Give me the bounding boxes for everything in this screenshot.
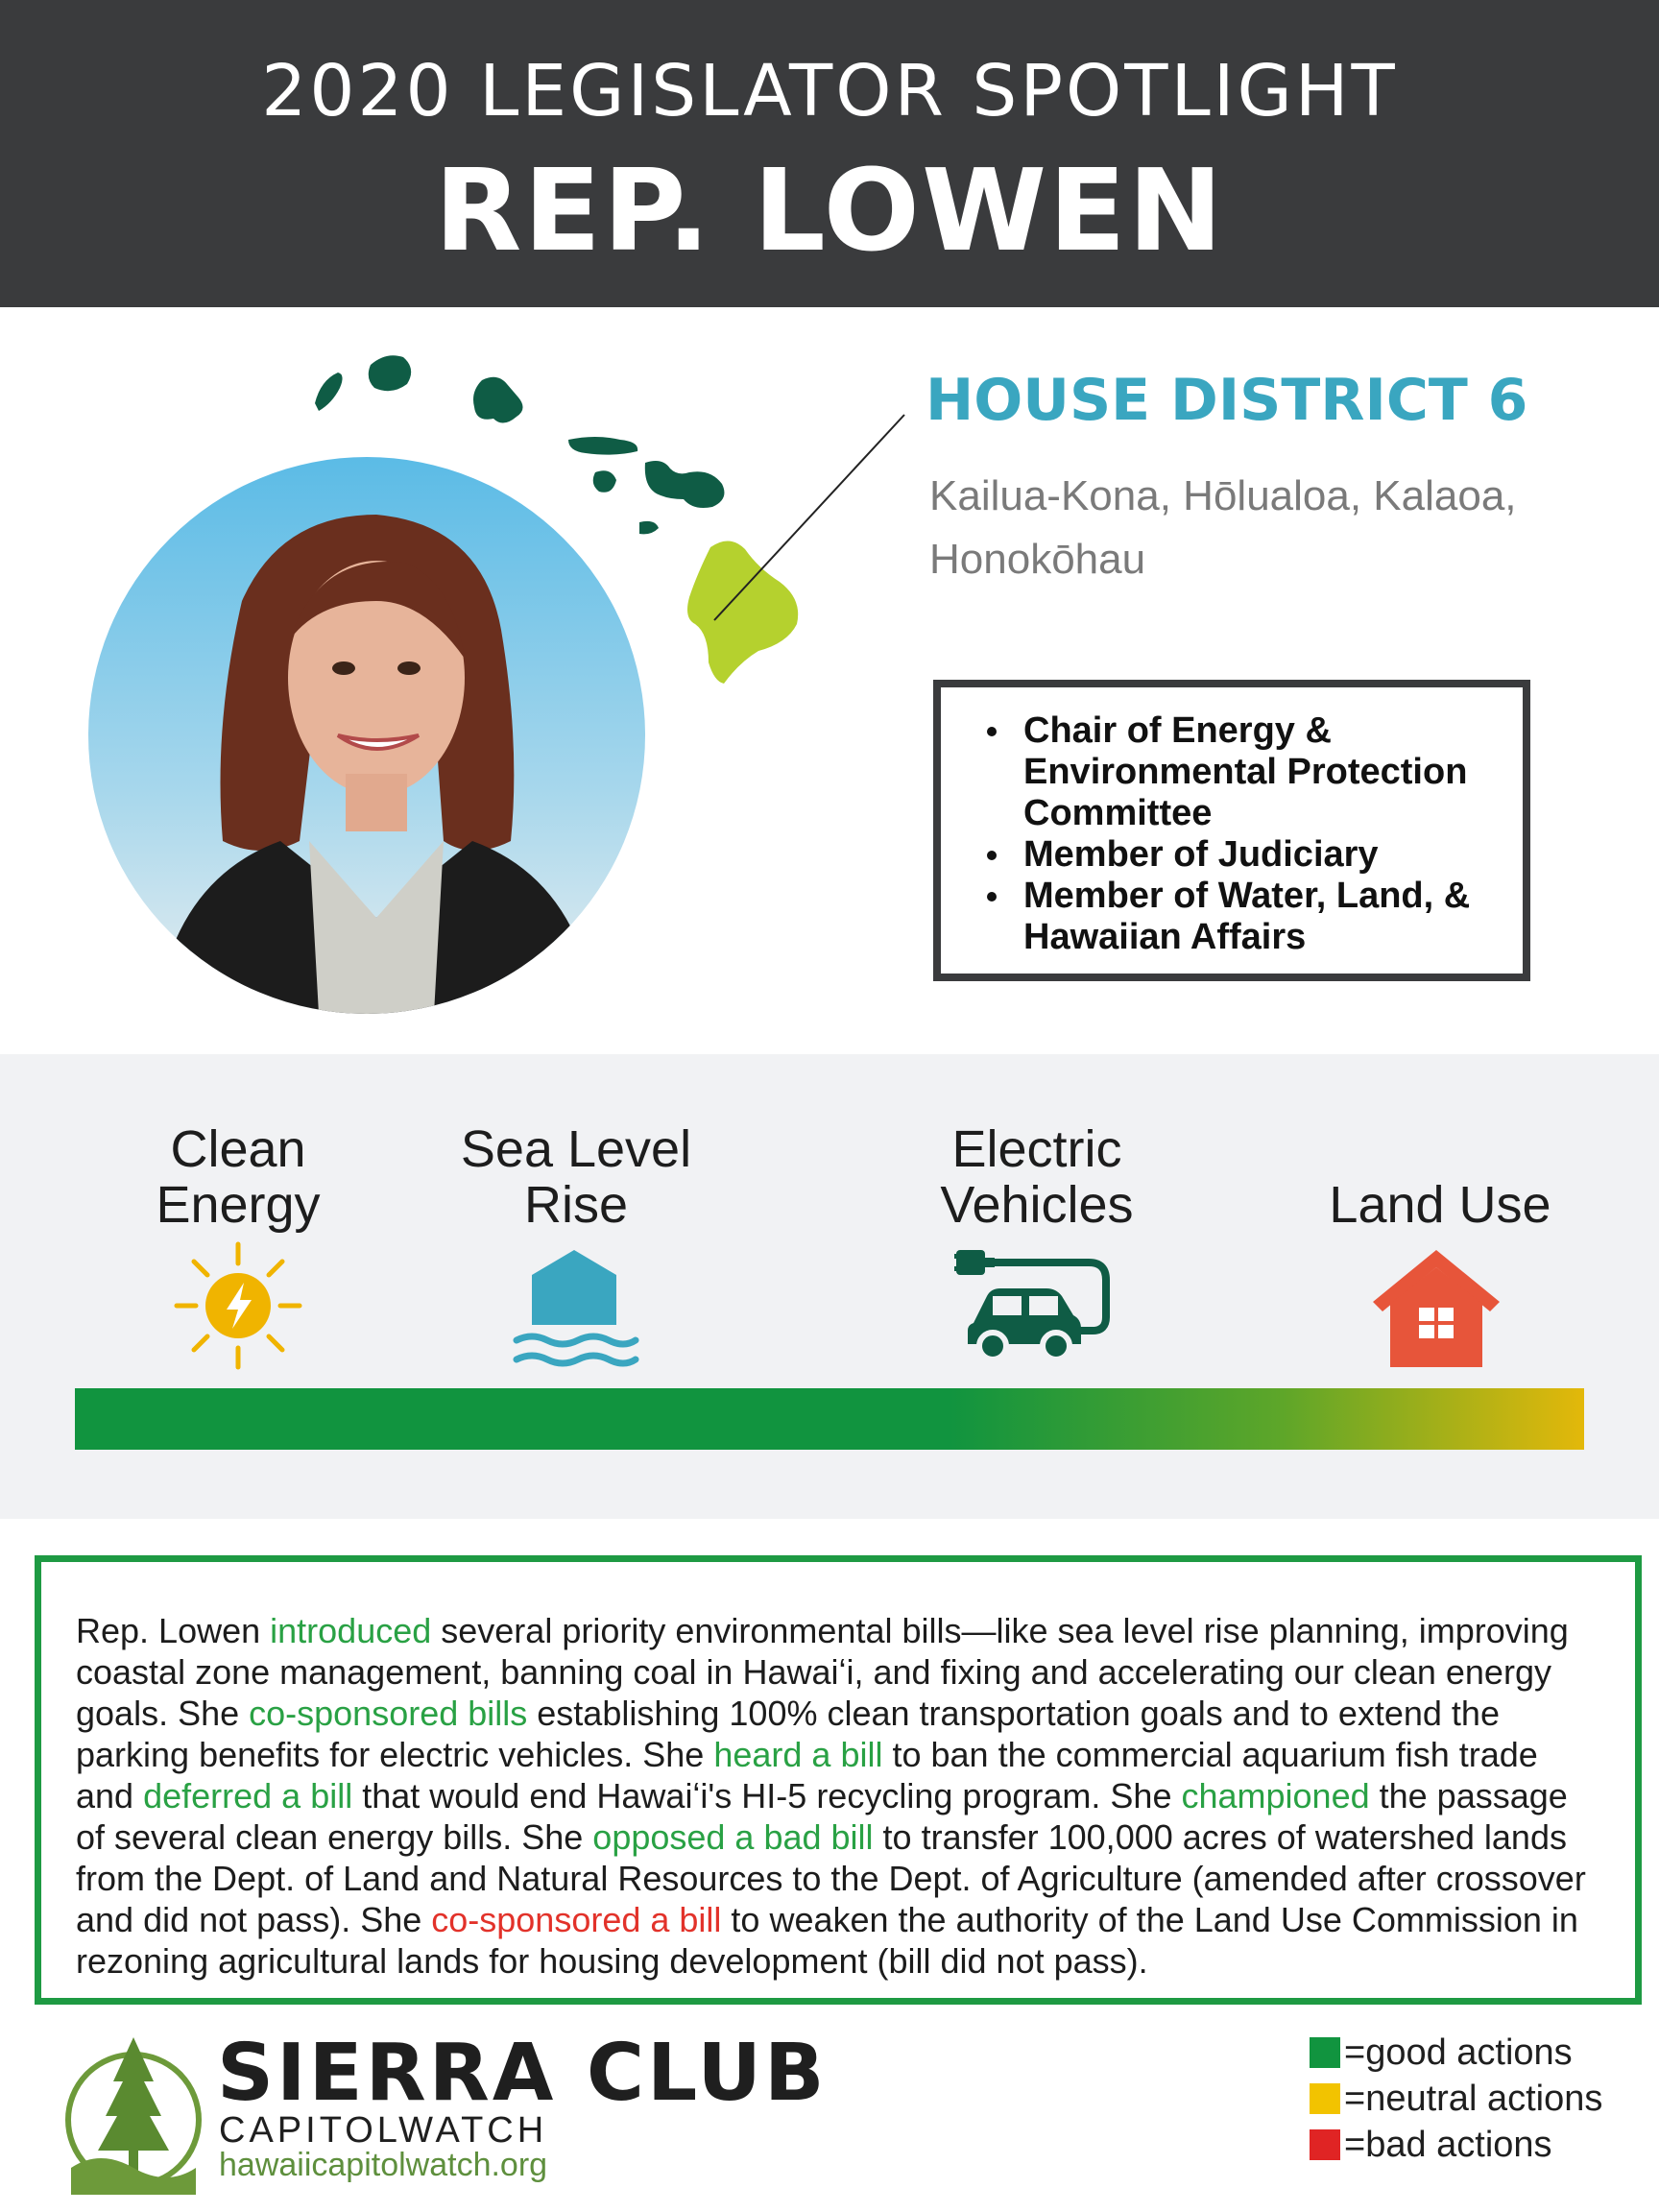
oahu-island — [473, 377, 523, 423]
topic-label: Sea Level — [460, 1120, 692, 1178]
good-action-text: heard a bill — [713, 1735, 883, 1774]
role-line: Environmental Protection — [1023, 752, 1468, 792]
topic-land-use — [1296, 1177, 1584, 1233]
topic-sea-level-rise — [442, 1121, 710, 1233]
kauai-island — [369, 355, 411, 391]
role-line: Member of Water, Land, & — [1023, 876, 1471, 916]
legend-swatch-bad — [1310, 2129, 1340, 2160]
car-plug-icon — [954, 1242, 1114, 1367]
legend-item-good — [1310, 2030, 1602, 2076]
portrait-illustration — [88, 457, 645, 1014]
summary-text: to weaken the authority of the Land Use Commission in rezoning agricultural lands for housing development (bill did not pass). — [76, 1900, 1578, 1981]
kahoolawe-island — [639, 521, 659, 535]
summary-box — [35, 1555, 1642, 2005]
legislator-portrait — [88, 457, 645, 1014]
committee-roles-box — [933, 680, 1530, 981]
house-icon — [1369, 1246, 1503, 1369]
legend-label: =bad actions — [1344, 2124, 1552, 2165]
topic-label: Rise — [523, 1176, 629, 1234]
legend-swatch-good — [1310, 2037, 1340, 2068]
sierra-club-tree-logo — [61, 2024, 205, 2195]
summary-text: to ban the commercial aquarium fish trade and — [76, 1735, 1538, 1815]
legend-label: =good actions — [1344, 2032, 1573, 2073]
house-waves-icon — [511, 1248, 641, 1369]
capitolwatch-subtitle: CAPITOLWATCH — [219, 2110, 548, 2151]
legislator-name: REP. LOWEN — [434, 144, 1225, 276]
niihau-island — [315, 373, 343, 411]
role-line: Hawaiian Affairs — [1023, 917, 1307, 957]
legend-label: =neutral actions — [1344, 2078, 1603, 2119]
role-item — [1023, 710, 1523, 834]
roles-list — [941, 687, 1523, 958]
topic-label: Vehicles — [940, 1176, 1134, 1234]
action-legend — [1310, 2030, 1602, 2168]
topic-electric-vehicles — [902, 1121, 1171, 1233]
sierra-club-title: SIERRA CLUB — [217, 2028, 828, 2119]
spotlight-subtitle: 2020 LEGISLATOR SPOTLIGHT — [261, 50, 1398, 132]
bad-action-text: co-sponsored a bill — [431, 1900, 722, 1939]
good-action-text: deferred a bill — [143, 1776, 353, 1815]
topic-label: Clean — [170, 1120, 306, 1178]
summary-text: Rep. Lowen — [76, 1611, 271, 1650]
role-line: Committee — [1023, 793, 1213, 833]
sun-bolt-icon — [173, 1240, 303, 1371]
molokai-island — [568, 437, 637, 455]
role-item — [1023, 876, 1523, 958]
website-link[interactable]: hawaiicapitolwatch.org — [219, 2147, 548, 2183]
summary-text: establishing 100% clean transportation goals and to extend the parking benefits for electric vehicles. She — [76, 1694, 1500, 1774]
legend-item-bad — [1310, 2122, 1602, 2168]
places-line: Kailua-Kona, Hōlualoa, Kalaoa, — [929, 472, 1517, 519]
places-line: Honokōhau — [929, 536, 1146, 583]
summary-text: several priority environmental bills—like sea level rise planning, improving coastal zone management, banning coal in Hawaiʻi, and fixing and accelerating our clean energy goals. She — [76, 1611, 1569, 1733]
legend-item-neutral — [1310, 2076, 1602, 2122]
role-item — [1023, 834, 1523, 876]
summary-text: the passage of several clean energy bills. She — [76, 1776, 1568, 1857]
topic-clean-energy — [115, 1121, 361, 1233]
role-line: Member of Judiciary — [1023, 834, 1379, 875]
good-action-text: co-sponsored bills — [249, 1694, 528, 1733]
rating-scale-bar — [75, 1388, 1584, 1450]
good-action-text: opposed a bad bill — [592, 1817, 874, 1857]
lanai-island — [593, 470, 616, 493]
good-action-text: introduced — [270, 1611, 432, 1650]
legend-swatch-neutral — [1310, 2083, 1340, 2114]
topic-label: Land Use — [1329, 1176, 1551, 1234]
topic-label: Energy — [156, 1176, 321, 1234]
summary-text: that would end Hawaiʻi's HI-5 recycling program. She — [352, 1776, 1182, 1815]
role-line: Chair of Energy & — [1023, 710, 1332, 751]
good-action-text: championed — [1181, 1776, 1370, 1815]
header-banner — [0, 0, 1659, 307]
district-title: HOUSE DISTRICT 6 — [926, 367, 1528, 434]
summary-text: to transfer 100,000 acres of watershed lands from the Dept. of Land and Natural Resources to the Dept. of Agriculture (amended after crossover and did not pass). She — [76, 1817, 1586, 1939]
district-pointer-line — [701, 403, 931, 634]
district-places — [929, 465, 1582, 591]
topic-label: Electric — [951, 1120, 1122, 1178]
